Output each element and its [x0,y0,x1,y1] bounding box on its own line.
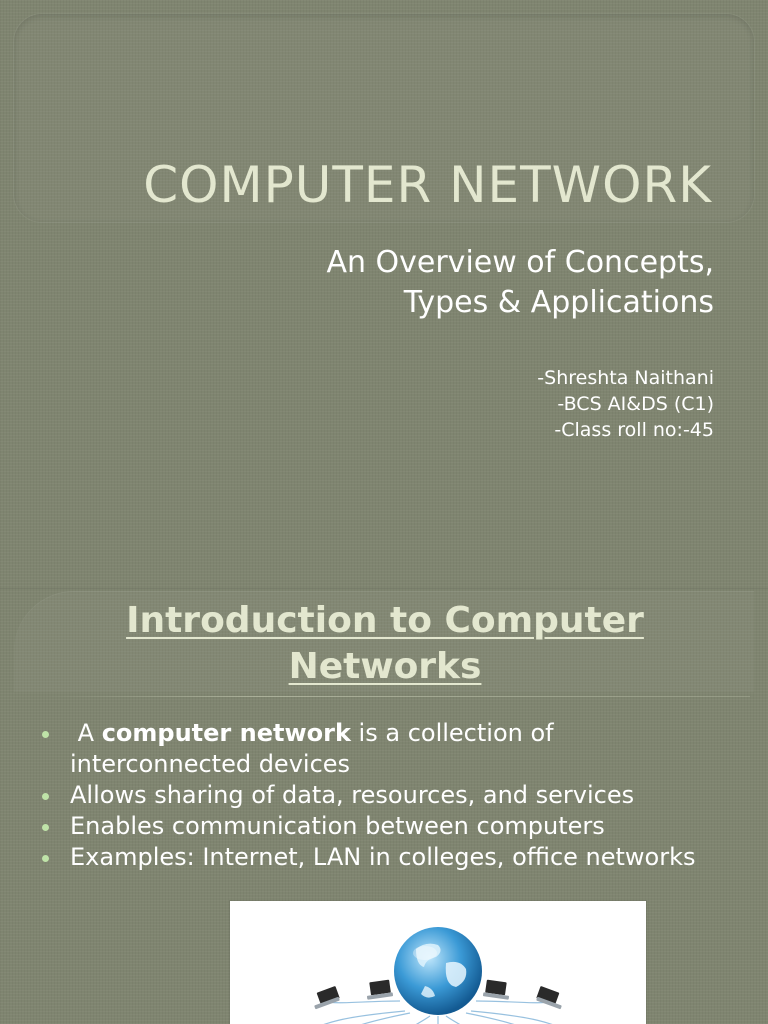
list-item [42,811,732,842]
bullet-icon [42,793,49,800]
bullet-text: Enables communication between computers [70,812,605,840]
heading-line: Introduction to Computer [126,600,644,641]
intro-slide [0,588,768,1024]
list-item [42,780,732,811]
subtitle-line: An Overview of Concepts, [326,245,714,280]
heading-rule [50,696,750,697]
bullet-text: Examples: Internet, LAN in colleges, office networks [70,843,696,871]
bullet-icon [42,824,49,831]
bullet-list [42,718,732,873]
slide-divider [0,588,768,589]
slide-title: COMPUTER NETWORK [143,156,712,214]
bullet-icon [42,855,49,862]
network-image [230,901,646,1024]
heading-line: Networks [288,646,482,687]
list-item [42,718,732,780]
slide-subtitle [326,243,714,323]
author-name: -Shreshta Naithani [537,367,714,389]
slide-heading [40,598,730,690]
subtitle-line: Types & Applications [403,285,714,320]
bullet-bold-term: computer network [101,719,351,747]
list-item [42,842,732,873]
bullet-text: Allows sharing of data, resources, and services [70,781,635,809]
bullet-text [70,719,554,778]
bullet-text-part: A [77,719,102,747]
author-course: -BCS AI&DS (C1) [557,393,714,415]
author-roll: -Class roll no:-45 [554,419,714,441]
author-info [537,365,714,443]
network-globe-icon [230,901,646,1024]
bullet-icon [42,731,49,738]
bullet-text-part: is a collection of interconnected devices [70,719,554,778]
